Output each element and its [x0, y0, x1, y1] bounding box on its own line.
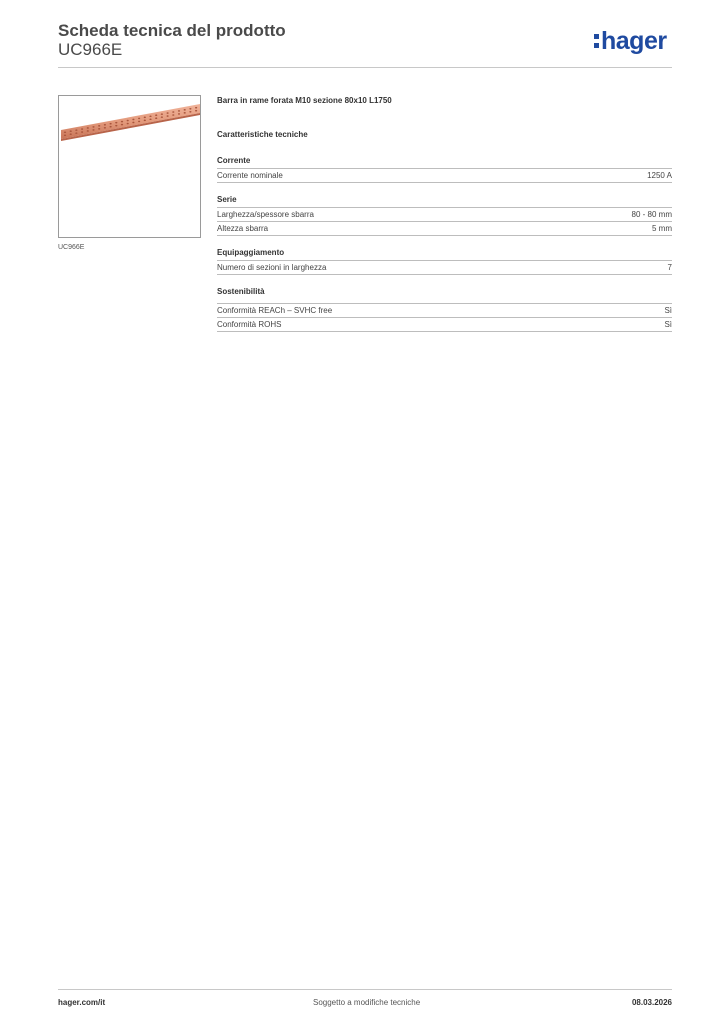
specs-title: Caratteristiche tecniche [217, 130, 308, 139]
busbar-hole [138, 118, 140, 120]
spec-value: 80 - 80 mm [631, 210, 672, 219]
busbar-hole [189, 111, 191, 113]
spec-label: Corrente nominale [217, 171, 283, 180]
busbar-hole [110, 123, 112, 125]
busbar-hole [75, 132, 77, 134]
busbar-hole [144, 117, 146, 119]
spec-value: 7 [667, 263, 672, 272]
busbar-hole [127, 120, 129, 122]
busbar-hole [172, 114, 174, 116]
busbar-hole [64, 134, 66, 136]
busbar-hole [127, 123, 129, 125]
busbar-hole [132, 119, 134, 121]
busbar-hole [167, 115, 169, 117]
product-image [58, 95, 201, 238]
spec-label: Altezza sbarra [217, 224, 269, 233]
busbar-hole [70, 133, 72, 135]
busbar-hole [64, 131, 66, 133]
busbar-hole [115, 125, 117, 127]
busbar-hole [121, 121, 123, 123]
product-description: Barra in rame forata M10 sezione 80x10 L1750 [217, 96, 392, 105]
busbar-hole [172, 111, 174, 113]
busbar-hole [149, 118, 151, 120]
busbar-hole [149, 115, 151, 117]
busbar-hole [167, 112, 169, 114]
busbar-hole [110, 126, 112, 128]
busbar-hole [121, 124, 123, 126]
busbar-hole [81, 128, 83, 130]
spec-value: 1250 A [647, 171, 672, 180]
spec-label: Larghezza/spessore sbarra [217, 210, 314, 219]
footer-divider [58, 989, 672, 990]
spec-label: Conformità ROHS [217, 320, 282, 329]
spec-row [217, 207, 672, 221]
group-divider [217, 235, 672, 236]
footer-date: 08.03.2026 [631, 998, 672, 1007]
busbar-hole [161, 116, 163, 118]
busbar-hole [189, 108, 191, 110]
busbar-hole [178, 110, 180, 112]
busbar-hole [144, 120, 146, 122]
logo-colon-mark [594, 34, 599, 49]
spec-row [217, 303, 672, 317]
spec-value: 5 mm [652, 224, 672, 233]
busbar-hole [184, 109, 186, 111]
header-divider [58, 67, 672, 68]
busbar-hole [98, 125, 100, 127]
busbar-hole [178, 113, 180, 115]
spec-label: Numero di sezioni in larghezza [217, 263, 327, 272]
busbar-hole [104, 127, 106, 129]
busbar-hole [184, 112, 186, 114]
group-divider [217, 182, 672, 183]
copper-busbar-image [59, 96, 201, 238]
busbar-hole [87, 127, 89, 129]
spec-value: Sì [664, 306, 672, 315]
spec-label: Conformità REACh – SVHC free [217, 306, 333, 315]
footer-note: Soggetto a modifiche tecniche [313, 998, 421, 1007]
product-code: UC966E [58, 40, 123, 59]
spec-row [217, 221, 672, 235]
busbar-hole [98, 128, 100, 130]
busbar-hole [138, 121, 140, 123]
busbar-hole [132, 122, 134, 124]
spec-row [217, 260, 672, 274]
busbar-hole [155, 114, 157, 116]
logo-text: hager [601, 27, 667, 55]
busbar-hole [70, 130, 72, 132]
busbar-hole [155, 117, 157, 119]
busbar-hole [104, 124, 106, 126]
spec-row [217, 317, 672, 331]
footer-website-link[interactable]: hager.com/it [58, 998, 106, 1007]
busbar-hole [75, 129, 77, 131]
busbar-hole [195, 107, 197, 109]
spec-group-title: Equipaggiamento [217, 248, 285, 257]
group-divider [217, 331, 672, 332]
busbar-hole [92, 126, 94, 128]
busbar-hole [115, 122, 117, 124]
busbar-hole [87, 130, 89, 132]
spec-group-title: Corrente [217, 156, 251, 165]
busbar-hole [195, 110, 197, 112]
hager-logo [594, 27, 667, 56]
image-caption: UC966E [58, 244, 85, 251]
busbar-hole [92, 129, 94, 131]
spec-value: Sì [664, 320, 672, 329]
busbar-hole [161, 113, 163, 115]
busbar-hole [81, 131, 83, 133]
spec-group-title: Serie [217, 195, 237, 204]
spec-group-title: Sostenibilità [217, 287, 265, 296]
page-title: Scheda tecnica del prodotto [58, 21, 286, 40]
group-divider [217, 274, 672, 275]
spec-row [217, 168, 672, 182]
